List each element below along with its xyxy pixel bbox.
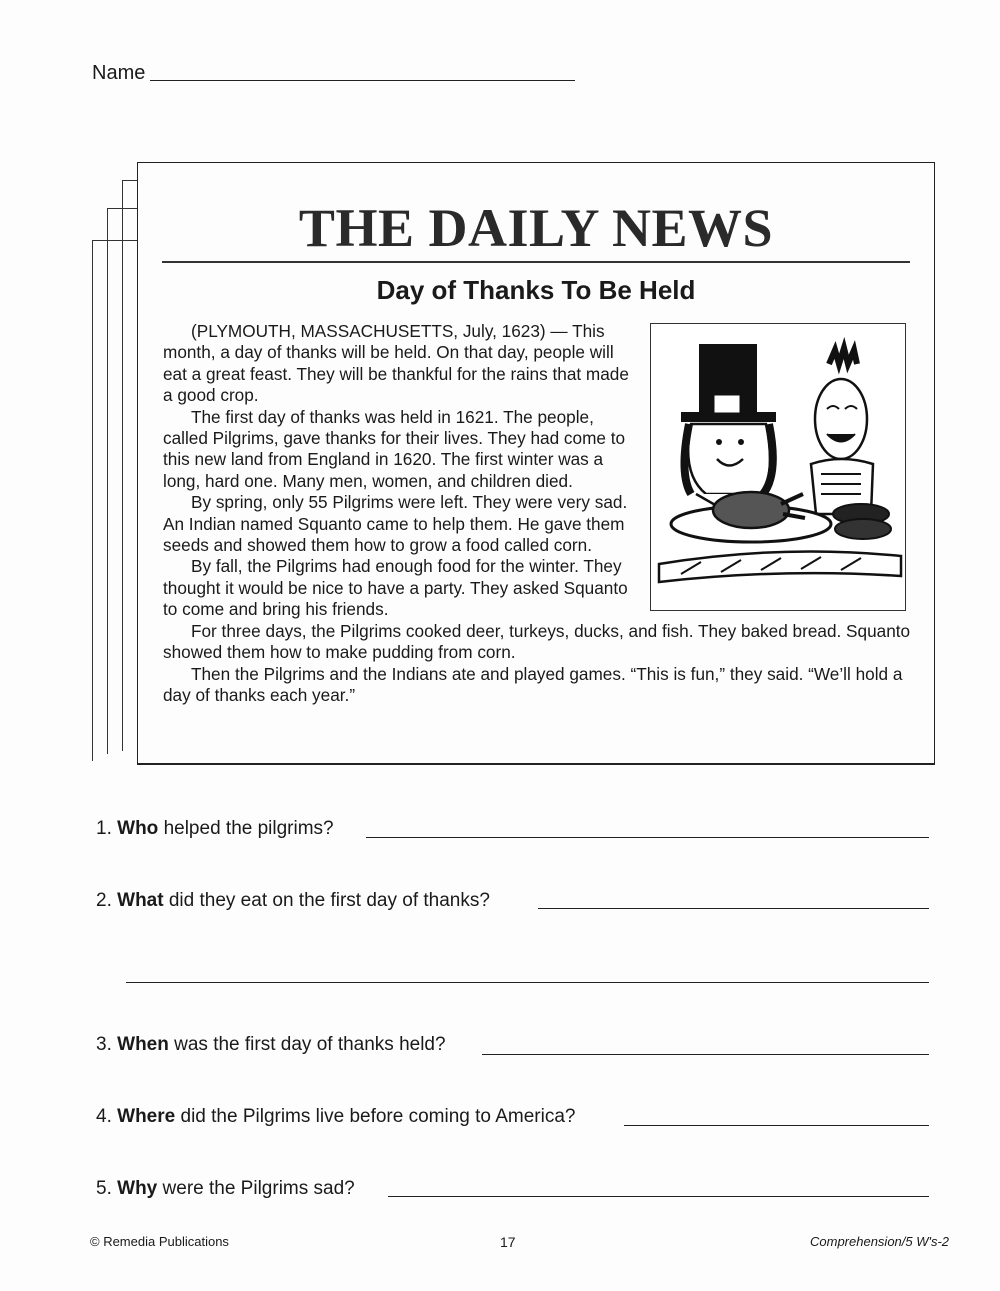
- answer-line-2b[interactable]: [126, 982, 929, 983]
- name-label: Name: [92, 62, 146, 84]
- article-body: [163, 321, 913, 706]
- newspaper-page: [137, 162, 935, 765]
- question-text: was the first day of thanks held?: [168, 1034, 446, 1055]
- article-headline: Day of Thanks To Be Held: [376, 275, 696, 305]
- question-number: 5.: [96, 1178, 112, 1199]
- question-keyword: When: [117, 1034, 169, 1055]
- question-number: 1.: [96, 818, 112, 839]
- masthead-rule: [162, 261, 910, 263]
- question-keyword: Why: [117, 1178, 158, 1199]
- answer-line-5[interactable]: [388, 1196, 929, 1197]
- newspaper-masthead: THE DAILY NEWS: [298, 198, 774, 258]
- article-paragraph: By fall, the Pilgrims had enough food for the winter. They thought it would be nice to have a party. They asked Squanto to come and bring his friends.: [163, 556, 628, 620]
- question-1: [96, 818, 334, 840]
- question-text: did they eat on the first day of thanks?: [163, 890, 490, 911]
- question-4: [96, 1106, 575, 1128]
- article-paragraph: By spring, only 55 Pilgrims were left. They were very sad. An Indian named Squanto came to help them. He gave them seeds and showed them how to grow a food called corn.: [163, 492, 628, 556]
- article-paragraph: The first day of thanks was held in 1621. The people, called Pilgrims, gave thanks for their lives. They had come to this new land from England in 1620. The first winter was a long, hard one. Many men, women, and children died.: [163, 406, 626, 491]
- answer-line-1[interactable]: [366, 837, 929, 838]
- article-paragraph: For three days, the Pilgrims cooked deer, turkeys, ducks, and fish. They baked bread. Squanto showed them how to make pudding from corn.: [163, 620, 911, 663]
- answer-line-3[interactable]: [482, 1054, 929, 1055]
- series-label: Comprehension/5 W's-2: [810, 1234, 950, 1249]
- question-5: [96, 1178, 355, 1200]
- question-keyword: Where: [117, 1106, 176, 1127]
- question-text: did the Pilgrims live before coming to America?: [175, 1106, 576, 1127]
- question-keyword: What: [117, 890, 164, 911]
- question-number: 2.: [96, 890, 112, 911]
- question-keyword: Who: [117, 818, 159, 839]
- question-number: 4.: [96, 1106, 112, 1127]
- name-answer-line[interactable]: [150, 80, 575, 81]
- question-text: helped the pilgrims?: [158, 818, 334, 839]
- question-text: were the Pilgrims sad?: [157, 1178, 355, 1199]
- page-number: 17: [500, 1234, 516, 1250]
- question-number: 3.: [96, 1034, 112, 1055]
- question-3: [96, 1034, 446, 1056]
- article-paragraph: (PLYMOUTH, MASSACHUSETTS, July, 1623) — This month, a day of thanks will be held. On that day, people will eat a great feast. They will be thankful for the rains that made a good crop.: [163, 321, 629, 406]
- publisher-credit: © Remedia Publications: [90, 1234, 229, 1249]
- article-paragraph: Then the Pilgrims and the Indians ate and played games. “This is fun,” they said. “We’ll hold a day of thanks each year.”: [163, 663, 903, 705]
- question-2: [96, 890, 490, 912]
- answer-line-4[interactable]: [624, 1125, 929, 1126]
- answer-line-2[interactable]: [538, 908, 929, 909]
